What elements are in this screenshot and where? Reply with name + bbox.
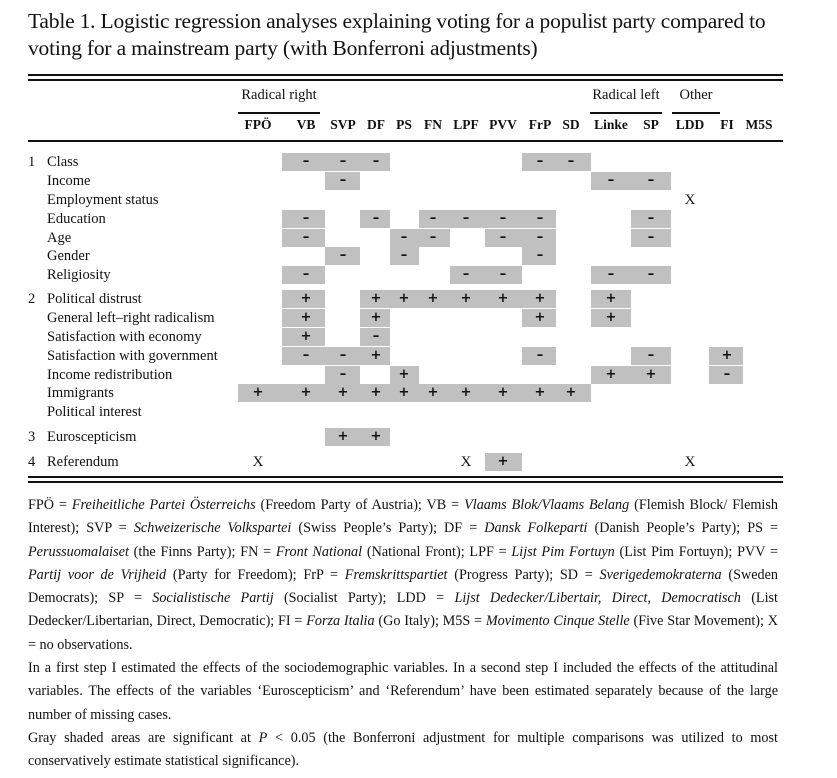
party-name: Sverigedemokraterna bbox=[599, 566, 722, 583]
x-note: X = no observations. bbox=[28, 613, 778, 653]
party-gloss: (the Finns Party); bbox=[128, 543, 241, 560]
negative-effect-mark: – bbox=[302, 211, 310, 226]
negative-effect-mark: – bbox=[647, 173, 655, 188]
row-label: General left–right radicalism bbox=[47, 310, 215, 326]
abbreviation: PVV = bbox=[737, 543, 779, 560]
column-header: LPF bbox=[453, 117, 479, 132]
no-observation-mark: X bbox=[684, 192, 696, 208]
negative-effect-mark: – bbox=[302, 230, 310, 245]
party-name: Fremskrittspartiet bbox=[344, 566, 448, 583]
group-underline bbox=[672, 112, 720, 114]
positive-effect-mark: + bbox=[337, 429, 349, 444]
table-notes bbox=[28, 494, 778, 774]
column-header: FPÖ bbox=[244, 117, 272, 132]
positive-effect-mark: + bbox=[398, 367, 410, 382]
positive-effect-mark: + bbox=[497, 291, 509, 306]
positive-effect-mark: + bbox=[497, 385, 509, 400]
bottom-rule-2 bbox=[28, 481, 783, 483]
column-header: FI bbox=[720, 117, 734, 132]
positive-effect-mark: + bbox=[460, 385, 472, 400]
party-name: Forza Italia bbox=[306, 613, 375, 630]
positive-effect-mark: + bbox=[605, 310, 617, 325]
negative-effect-mark: – bbox=[607, 267, 615, 282]
negative-effect-mark: – bbox=[339, 348, 347, 363]
negative-effect-mark: – bbox=[339, 248, 347, 263]
column-header: Linke bbox=[594, 117, 628, 132]
positive-effect-mark: + bbox=[427, 291, 439, 306]
party-name: Schweizerische Volkspartei bbox=[133, 520, 292, 537]
positive-effect-mark: + bbox=[398, 385, 410, 400]
negative-effect-mark: – bbox=[429, 230, 437, 245]
party-gloss: (List Dedecker/Libertarian, Direct, Democratic); bbox=[28, 590, 778, 630]
positive-effect-mark: + bbox=[645, 367, 657, 382]
column-header: VB bbox=[296, 117, 316, 132]
row-label: Class bbox=[47, 154, 79, 170]
row-group-number: 4 bbox=[28, 454, 36, 470]
method-note: In a first step I estimated the effects of the sociodemographic variables. In a second step I included the effects of the attitudinal variables. The effects of the variables ‘Euroscepticism’ and ‘Referendum’ have been estimated separately because of the large number of missing cases. bbox=[28, 660, 778, 723]
positive-effect-mark: + bbox=[337, 385, 349, 400]
negative-effect-mark: – bbox=[302, 154, 310, 169]
positive-effect-mark: + bbox=[300, 385, 312, 400]
row-label: Euroscepticism bbox=[47, 429, 137, 445]
group-header: Radical left bbox=[592, 87, 660, 103]
group-header: Other bbox=[679, 87, 713, 103]
column-header: DF bbox=[367, 117, 385, 132]
negative-effect-mark: – bbox=[462, 211, 470, 226]
column-header: FrP bbox=[528, 117, 552, 132]
negative-effect-mark: – bbox=[536, 154, 544, 169]
positive-effect-mark: + bbox=[398, 291, 410, 306]
party-name: Movimento Cinque Stelle bbox=[485, 613, 630, 630]
row-label: Political distrust bbox=[47, 291, 142, 307]
no-observation-mark: X bbox=[684, 454, 696, 470]
row-label: Education bbox=[47, 211, 106, 227]
positive-effect-mark: + bbox=[534, 385, 546, 400]
column-header: SD bbox=[562, 117, 580, 132]
party-name: Vlaams Blok/Vlaams Belang bbox=[464, 497, 630, 513]
positive-effect-mark: + bbox=[497, 454, 509, 469]
row-label: Income redistribution bbox=[47, 367, 173, 383]
negative-effect-mark: – bbox=[339, 154, 347, 169]
party-gloss: (Flemish Block/ Flemish Interest); bbox=[28, 497, 778, 537]
negative-effect-mark: – bbox=[647, 267, 655, 282]
positive-effect-mark: + bbox=[605, 291, 617, 306]
row-label: Employment status bbox=[47, 192, 159, 208]
negative-effect-mark: – bbox=[499, 230, 507, 245]
group-underline bbox=[238, 112, 320, 114]
positive-effect-mark: + bbox=[427, 385, 439, 400]
party-gloss: (Freedom Party of Austria); bbox=[255, 497, 427, 513]
no-observation-mark: X bbox=[460, 454, 472, 470]
positive-effect-mark: + bbox=[605, 367, 617, 382]
table-title: Table 1. Logistic regression analyses explaining voting for a populist party compared to voting for a mainstream party (with Bonferroni adjustments) bbox=[28, 9, 766, 60]
party-name: Socialistische Partij bbox=[152, 590, 274, 607]
negative-effect-mark: – bbox=[400, 230, 408, 245]
negative-effect-mark: – bbox=[607, 173, 615, 188]
row-label: Age bbox=[47, 230, 72, 246]
row-label: Satisfaction with economy bbox=[47, 329, 202, 345]
party-gloss: (List Pim Fortuyn); bbox=[614, 543, 738, 560]
significance-note: Gray shaded areas are significant at P < 0.05 (the Bonferroni adjustment for multiple comparisons was utilized to most conservatively estimate statistical significance). bbox=[28, 729, 778, 770]
group-underline bbox=[590, 112, 662, 114]
negative-effect-mark: – bbox=[499, 211, 507, 226]
party-gloss: (Progress Party); bbox=[447, 566, 560, 583]
party-gloss: (Danish People’s Party); bbox=[587, 520, 748, 537]
abbreviation: SVP = bbox=[86, 520, 134, 537]
column-header: SVP bbox=[330, 117, 356, 132]
negative-effect-mark: – bbox=[400, 248, 408, 263]
abbreviation: M5S = bbox=[442, 613, 486, 630]
party-gloss: (Five Star Movement); bbox=[629, 613, 768, 630]
row-label: Satisfaction with government bbox=[47, 348, 218, 364]
positive-effect-mark: + bbox=[370, 291, 382, 306]
negative-effect-mark: – bbox=[339, 173, 347, 188]
negative-effect-mark: – bbox=[647, 348, 655, 363]
negative-effect-mark: – bbox=[536, 211, 544, 226]
abbreviation-note bbox=[28, 494, 778, 657]
negative-effect-mark: – bbox=[339, 367, 347, 382]
negative-effect-mark: – bbox=[567, 154, 575, 169]
abbreviation: FI = bbox=[278, 613, 307, 630]
negative-effect-mark: – bbox=[723, 367, 731, 382]
positive-effect-mark: + bbox=[370, 385, 382, 400]
party-gloss: (Swiss People’s Party); bbox=[291, 520, 445, 537]
party-name: Perussuomalaiset bbox=[28, 543, 129, 560]
row-label: Gender bbox=[47, 248, 90, 264]
party-name: Partij voor de Vrijheid bbox=[28, 566, 167, 583]
top-rule bbox=[28, 74, 783, 76]
column-header: PVV bbox=[489, 117, 517, 132]
positive-effect-mark: + bbox=[534, 291, 546, 306]
positive-effect-mark: + bbox=[300, 329, 312, 344]
header-rule bbox=[28, 140, 783, 142]
row-group-number: 3 bbox=[28, 429, 36, 445]
bottom-rule bbox=[28, 476, 783, 478]
top-rule-2 bbox=[28, 79, 783, 81]
party-name: Freiheitliche Partei Österreichs bbox=[71, 497, 256, 513]
positive-effect-mark: + bbox=[300, 310, 312, 325]
column-header: PS bbox=[396, 117, 412, 132]
positive-effect-mark: + bbox=[460, 291, 472, 306]
row-label: Immigrants bbox=[47, 385, 114, 401]
party-name: Lijst Pim Fortuyn bbox=[511, 543, 615, 560]
negative-effect-mark: – bbox=[372, 329, 380, 344]
party-gloss: (Party for Freedom); bbox=[166, 566, 304, 583]
abbreviation: FN = bbox=[240, 543, 276, 560]
party-gloss: (Go Italy); bbox=[374, 613, 443, 630]
column-header: FN bbox=[424, 117, 442, 132]
abbreviation: DF = bbox=[444, 520, 485, 537]
negative-effect-mark: – bbox=[302, 348, 310, 363]
party-name: Front National bbox=[275, 543, 363, 560]
abbreviation: SD = bbox=[559, 566, 600, 583]
column-header: SP bbox=[643, 117, 659, 132]
row-group-number: 2 bbox=[28, 291, 36, 307]
negative-effect-mark: – bbox=[536, 348, 544, 363]
group-header: Radical right bbox=[241, 87, 317, 103]
party-gloss: (National Front); bbox=[362, 543, 470, 560]
abbreviation: SP = bbox=[108, 590, 153, 607]
abbreviation: VB = bbox=[426, 497, 465, 513]
negative-effect-mark: – bbox=[536, 230, 544, 245]
positive-effect-mark: + bbox=[534, 310, 546, 325]
abbreviation: LPF = bbox=[469, 543, 512, 560]
row-label: Income bbox=[47, 173, 91, 189]
negative-effect-mark: – bbox=[372, 211, 380, 226]
negative-effect-mark: – bbox=[499, 267, 507, 282]
abbreviation: FPÖ = bbox=[28, 497, 72, 513]
positive-effect-mark: + bbox=[565, 385, 577, 400]
row-label: Religiosity bbox=[47, 267, 111, 283]
positive-effect-mark: + bbox=[370, 429, 382, 444]
row-label: Referendum bbox=[47, 454, 119, 470]
no-observation-mark: X bbox=[252, 454, 264, 470]
negative-effect-mark: – bbox=[429, 211, 437, 226]
row-label: Political interest bbox=[47, 404, 142, 420]
abbreviation: PS = bbox=[747, 520, 779, 537]
positive-effect-mark: + bbox=[300, 291, 312, 306]
party-gloss: (Socialist Party); bbox=[273, 590, 397, 607]
negative-effect-mark: – bbox=[647, 230, 655, 245]
column-header: LDD bbox=[675, 117, 705, 132]
negative-effect-mark: – bbox=[647, 211, 655, 226]
negative-effect-mark: – bbox=[462, 267, 470, 282]
party-name: Lijst Dedecker/Libertair, Direct, Democratisch bbox=[454, 590, 741, 607]
row-group-number: 1 bbox=[28, 154, 36, 170]
abbreviation: LDD = bbox=[396, 590, 455, 607]
negative-effect-mark: – bbox=[536, 248, 544, 263]
negative-effect-mark: – bbox=[302, 267, 310, 282]
column-header: M5S bbox=[745, 117, 773, 132]
negative-effect-mark: – bbox=[372, 154, 380, 169]
abbreviation: FrP = bbox=[303, 566, 345, 583]
party-name: Dansk Folkeparti bbox=[484, 520, 588, 537]
positive-effect-mark: + bbox=[721, 348, 733, 363]
positive-effect-mark: + bbox=[370, 310, 382, 325]
positive-effect-mark: + bbox=[370, 348, 382, 363]
positive-effect-mark: + bbox=[252, 385, 264, 400]
party-gloss: (Sweden Democrats); bbox=[28, 566, 778, 607]
